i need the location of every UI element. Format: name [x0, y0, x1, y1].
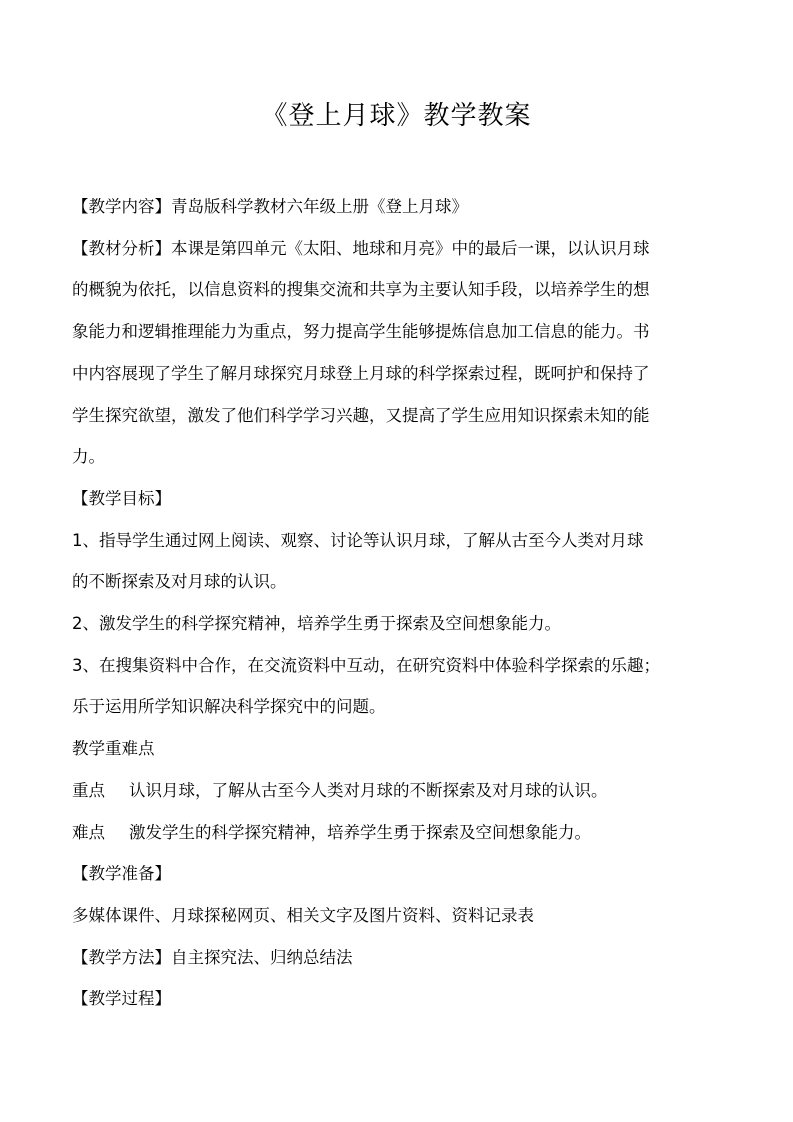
- teaching-objectives-heading: 【教学目标】: [72, 488, 171, 508]
- material-analysis-paragraph: [72, 228, 728, 478]
- key-point-text: 认识月球，了解从古至今人类对月球的不断探索及对月球的认识。: [129, 780, 608, 800]
- material-analysis-heading: 【教材分析】: [72, 238, 171, 258]
- key-point-line: [72, 770, 728, 812]
- material-analysis-line-6: 力。: [72, 447, 105, 467]
- teaching-objectives-heading-paragraph: [72, 478, 728, 520]
- preparation-text: 多媒体课件、月球探秘网页、相关文字及图片资料、资料记录表: [72, 905, 534, 925]
- key-points-heading: 教学重难点: [72, 739, 155, 759]
- objective-3-line-2: 乐于运用所学知识解决科学探究中的问题。: [72, 697, 386, 717]
- material-analysis-line-5: 学生探究欲望，激发了他们科学学习兴趣，又提高了学生应用知识探索未知的能: [72, 405, 650, 425]
- methods-heading: 【教学方法】: [72, 947, 171, 967]
- key-point-paragraph: [72, 770, 728, 812]
- material-analysis-line-3: 象能力和逻辑推理能力为重点，努力提高学生能够提炼信息加工信息的能力。书: [72, 322, 650, 342]
- objective-3-line-1: 3、在搜集资料中合作，在交流资料中互动，在研究资料中体验科学探索的乐趣；: [72, 655, 660, 675]
- material-analysis-line-2: 的概貌为依托，以信息资料的搜集交流和共享为主要认知手段，以培养学生的想: [72, 280, 650, 300]
- difficult-point-text: 激发学生的科学探究精神，培养学生勇于探索及空间想象能力。: [129, 822, 591, 842]
- methods-paragraph: [72, 937, 728, 979]
- material-analysis-text: 本课是第四单元《太阳、地球和月亮》中的最后一课，以认识月球: [171, 238, 650, 258]
- teaching-content-heading: 【教学内容】: [72, 197, 171, 216]
- difficult-point-label: 难点: [72, 822, 105, 842]
- process-heading: 【教学过程】: [72, 989, 171, 1009]
- preparation-heading-paragraph: [72, 853, 728, 895]
- teaching-content-text: 青岛版科学教材六年级上册《登上月球》: [171, 197, 468, 216]
- material-analysis-line-4: 中内容展现了学生了解月球探究月球登上月球的科学探索过程，既呵护和保持了: [72, 363, 650, 383]
- teaching-content-line: [72, 186, 728, 228]
- preparation-heading: 【教学准备】: [72, 864, 171, 884]
- material-analysis-line-1: [72, 228, 728, 270]
- teaching-content-paragraph: [72, 186, 728, 228]
- process-heading-paragraph: [72, 978, 728, 1020]
- objective-item-1: [72, 520, 728, 603]
- methods-line: [72, 937, 728, 979]
- document-body: [72, 186, 728, 1020]
- objective-item-3: [72, 645, 728, 728]
- objective-item-2: [72, 603, 728, 645]
- objective-2-line-1: 2、激发学生的科学探究精神，培养学生勇于探索及空间想象能力。: [72, 614, 561, 634]
- difficult-point-line: [72, 812, 728, 854]
- document-title: 《登上月球》教学教案: [261, 101, 532, 131]
- objective-1-line-1: 1、指导学生通过网上阅读、观察、讨论等认识月球，了解从古至今人类对月球: [72, 530, 644, 550]
- preparation-paragraph: [72, 895, 728, 937]
- key-points-heading-paragraph: [72, 728, 728, 770]
- difficult-point-paragraph: [72, 812, 728, 854]
- objective-1-line-2: 的不断探索及对月球的认识。: [72, 572, 287, 592]
- methods-text: 自主探究法、归纳总结法: [171, 947, 353, 967]
- key-point-label: 重点: [72, 780, 105, 800]
